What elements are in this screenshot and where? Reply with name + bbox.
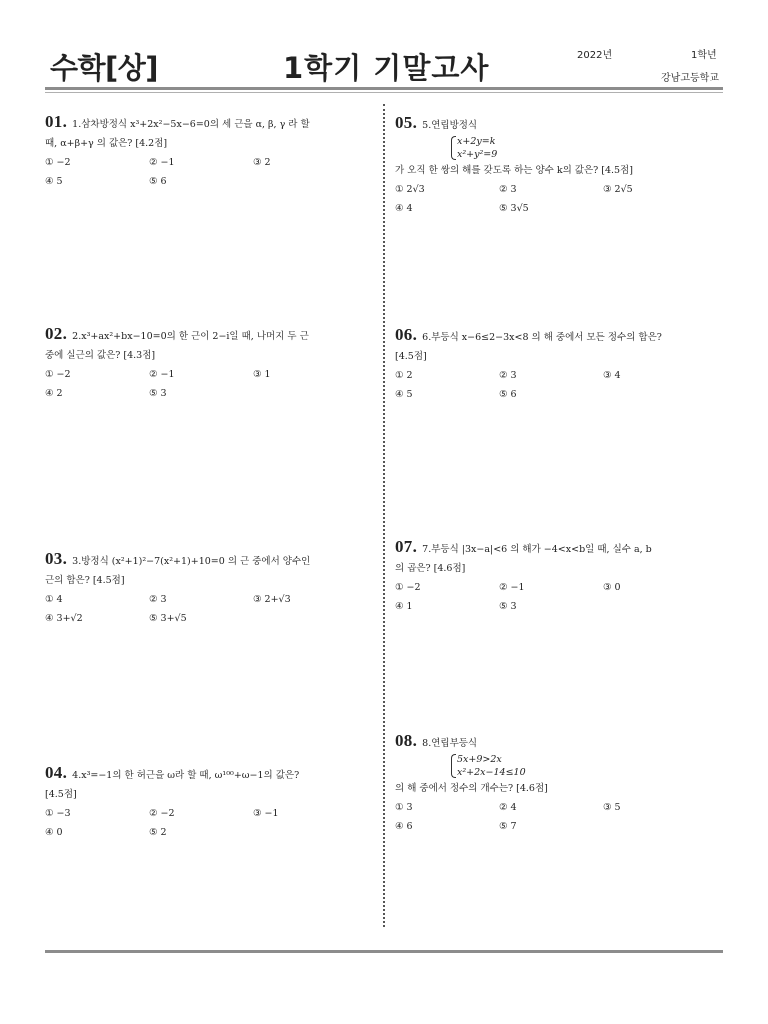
- choice-3: ③ 2+√3: [253, 594, 291, 605]
- question-5: [395, 113, 725, 218]
- school-name: 강남고등학교: [661, 73, 719, 84]
- question-text: 근의 합은? [4.5점]: [45, 575, 125, 586]
- choice-1: ① 2√3: [395, 184, 425, 195]
- choice-5: ⑤ 3: [149, 388, 167, 399]
- choice-4: ④ 5: [395, 389, 413, 400]
- inequality: x²+2x−14≤10: [457, 767, 526, 778]
- choice-4: ④ 4: [395, 203, 413, 214]
- question-text: [4.5점]: [395, 351, 427, 362]
- equation: x+2y=k: [457, 136, 496, 147]
- question-text: 3.방정식 (x²+1)²−7(x²+1)+10=0 의 근 중에서 양수인: [72, 556, 311, 567]
- question-text: 7.부등식 |3x−a|<6 의 해가 −4<x<b일 때, 실수 a, b: [422, 544, 652, 555]
- question-text: 4.x³=−1의 한 허근을 ω라 할 때, ω¹⁰⁰+ω−1의 값은?: [72, 770, 300, 781]
- choice-3: ③ 0: [603, 582, 621, 593]
- question-3: [45, 549, 375, 628]
- header-rule-thin: [45, 92, 723, 93]
- question-text: [4.5점]: [45, 789, 77, 800]
- question-8: [395, 731, 725, 836]
- choice-1: ① 2: [395, 370, 413, 381]
- inequality-system: [449, 753, 725, 779]
- choice-5: ⑤ 3+√5: [149, 613, 187, 624]
- choice-4: ④ 6: [395, 821, 413, 832]
- question-text: 의 곱은? [4.6점]: [395, 563, 466, 574]
- question-number: 06.: [395, 325, 418, 344]
- grade-label: 1학년: [691, 50, 717, 61]
- choice-5: ⑤ 3√5: [499, 203, 529, 214]
- question-text: 의 해 중에서 정수의 개수는? [4.6점]: [395, 783, 548, 794]
- choice-2: ② 3: [499, 184, 517, 195]
- question-number: 03.: [45, 549, 68, 568]
- exam-year: 2022년: [577, 50, 613, 61]
- choice-1: ① 4: [45, 594, 63, 605]
- choice-5: ⑤ 6: [499, 389, 517, 400]
- question-6: [395, 325, 725, 404]
- choice-1: ① −2: [395, 582, 421, 593]
- question-2: [45, 324, 375, 403]
- question-text: 가 오직 한 쌍의 해를 갖도록 하는 양수 k의 값은? [4.5점]: [395, 165, 633, 176]
- question-text: 6.부등식 x−6≤2−3x<8 의 해 중에서 모든 정수의 합은?: [422, 332, 662, 343]
- choice-2: ② −1: [149, 157, 175, 168]
- question-number: 04.: [45, 763, 68, 782]
- choice-3: ③ 2: [253, 157, 271, 168]
- choice-1: ① 3: [395, 802, 413, 813]
- equation-system: [449, 135, 725, 161]
- question-text: 8.연립부등식: [422, 738, 478, 749]
- choice-2: ② −1: [499, 582, 525, 593]
- equation: x²+y²=9: [457, 149, 498, 160]
- question-text: 중에 실근의 값은? [4.3점]: [45, 350, 156, 361]
- question-text: 1.삼차방정식 x³+2x²−5x−6=0의 세 근을 α, β, γ 라 할: [72, 119, 310, 130]
- column-divider: [383, 104, 385, 927]
- choice-2: ② 3: [499, 370, 517, 381]
- question-number: 02.: [45, 324, 68, 343]
- question-7: [395, 537, 725, 616]
- choice-2: ② 4: [499, 802, 517, 813]
- question-text: 2.x³+ax²+bx−10=0의 한 근이 2−i일 때, 나머지 두 근: [72, 331, 309, 342]
- choice-4: ④ 0: [45, 827, 63, 838]
- question-number: 07.: [395, 537, 418, 556]
- choice-2: ② 3: [149, 594, 167, 605]
- choice-3: ③ 1: [253, 369, 271, 380]
- choice-2: ② −2: [149, 808, 175, 819]
- choice-1: ① −3: [45, 808, 71, 819]
- choice-5: ⑤ 6: [149, 176, 167, 187]
- choice-2: ② −1: [149, 369, 175, 380]
- choice-4: ④ 2: [45, 388, 63, 399]
- inequality: 5x+9>2x: [457, 754, 502, 765]
- header-rule: [45, 87, 723, 90]
- question-number: 08.: [395, 731, 418, 750]
- choice-4: ④ 1: [395, 601, 413, 612]
- choice-5: ⑤ 2: [149, 827, 167, 838]
- exam-title: 1학기 기말고사: [283, 51, 490, 85]
- choice-1: ① −2: [45, 369, 71, 380]
- question-text: 5.연립방정식: [422, 120, 478, 131]
- choice-1: ① −2: [45, 157, 71, 168]
- choice-4: ④ 5: [45, 176, 63, 187]
- choice-4: ④ 3+√2: [45, 613, 83, 624]
- footer-rule: [45, 950, 723, 953]
- choice-5: ⑤ 7: [499, 821, 517, 832]
- choice-3: ③ 4: [603, 370, 621, 381]
- choice-3: ③ 2√5: [603, 184, 633, 195]
- choice-3: ③ 5: [603, 802, 621, 813]
- question-text: 때, α+β+γ 의 값은? [4.2점]: [45, 138, 168, 149]
- subject-title: 수학[상]: [50, 51, 159, 85]
- question-number: 05.: [395, 113, 418, 132]
- choice-3: ③ −1: [253, 808, 279, 819]
- question-1: [45, 112, 375, 191]
- question-4: [45, 763, 375, 842]
- choice-5: ⑤ 3: [499, 601, 517, 612]
- question-number: 01.: [45, 112, 68, 131]
